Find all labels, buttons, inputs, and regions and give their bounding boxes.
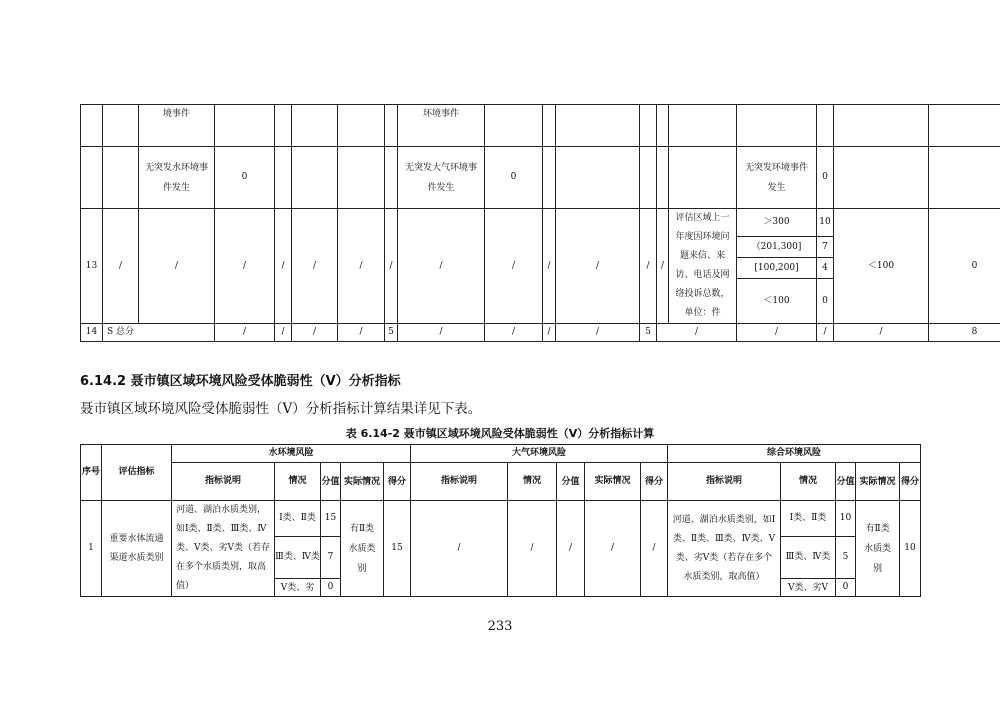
option-label: Ⅲ类、Ⅳ类: [275, 537, 321, 579]
air-risk-header: 大气环境风险: [411, 445, 668, 463]
option-score: 5: [836, 537, 856, 579]
top-table: [80, 104, 1000, 342]
option-label: [100,200]: [737, 258, 817, 279]
option-score: 4: [817, 258, 834, 279]
option-label: ＜100: [737, 279, 817, 324]
row-number: 13: [81, 209, 103, 324]
option-score: 0: [817, 279, 834, 324]
cell-c17: 0: [817, 147, 834, 209]
option-label: Ⅰ类、Ⅱ类: [275, 501, 321, 537]
cell-c10: 0: [485, 147, 543, 209]
total-label: S 总分: [103, 324, 215, 342]
option-label: （201,300]: [737, 237, 817, 258]
actual-situation: ＜100: [834, 209, 929, 324]
section-heading: 6.14.2 聂市镇区域环境风险受体脆弱性（V）分析指标: [80, 374, 401, 389]
indicator-header: 评估指标: [102, 445, 172, 501]
water-risk-header: 水环境风险: [172, 445, 411, 463]
indicator-name: 重要水体流通渠道水质类别: [102, 501, 172, 597]
row-number: 1: [81, 501, 102, 597]
combined-indicator-desc: 河道、湖泊水质类别，如Ⅰ类、Ⅱ类、Ⅲ类、Ⅳ类、Ⅴ类、劣Ⅴ类（若存在多个水质类别，取高值）: [668, 501, 781, 597]
table-row-13: 13 / / / / / / / / / / / / / 评估区域上一年度因环境问题来信、来访、电话及网络投诉总数，单位：件 ＞300 10 ＜100 0: [81, 209, 1000, 237]
option-score: 7: [817, 237, 834, 258]
final-score: 0: [929, 209, 1000, 324]
page-number: 233: [487, 619, 513, 634]
combined-actual: 有Ⅱ类水质类别: [856, 501, 900, 597]
table-row-1: 1 重要水体流通渠道水质类别 河道、湖泊水质类别，如Ⅰ类、Ⅱ类、Ⅲ类、Ⅳ类、Ⅴ类、劣Ⅴ类（若存在多个水质类别，取高值） Ⅰ类、Ⅱ类 15 有Ⅱ类水质类别 15 / / / / / 河道、湖泊水质类别，如Ⅰ类、Ⅱ类、Ⅲ类、Ⅳ类、Ⅴ类、劣Ⅴ类（若存在多个水质类别，取高值） Ⅰ类、Ⅱ类 10 有Ⅱ类水质类别 10: [81, 501, 921, 537]
cell-c9: 环境事件: [398, 105, 485, 147]
cell-c4: 0: [215, 147, 275, 209]
table-row: [81, 147, 1000, 209]
cell-c3: 境事件: [139, 105, 215, 147]
option-score: 10: [836, 501, 856, 537]
option-label: Ⅴ类、劣Ⅴ: [781, 579, 836, 597]
vulnerability-table: [80, 444, 921, 597]
combined-risk-header: 综合环境风险: [668, 445, 921, 463]
subheader-row: 指标说明 情况 分值 实际情况 得分 指标说明 情况 分值 实际情况 得分 指标说明 情况 分值 实际情况 得分: [81, 463, 921, 501]
option-label: ＞300: [737, 209, 817, 237]
air-total: 5: [640, 324, 657, 342]
option-label: Ⅴ类、劣: [275, 579, 321, 597]
table-row-14: 14 S 总分 / / / / 5 / / / / 5 / / / / 8: [81, 324, 1000, 342]
seq-header: 序号: [81, 445, 102, 501]
option-score: 0: [836, 579, 856, 597]
option-score: 0: [321, 579, 341, 597]
overall-total: 8: [929, 324, 1000, 342]
water-indicator-desc: 河道、湖泊水质类别，如Ⅰ类、Ⅱ类、Ⅲ类、Ⅳ类、Ⅴ类、劣Ⅴ类（若存在多个水质类别，取高值）: [172, 501, 275, 597]
combined-score: 10: [900, 501, 921, 597]
header-row: [81, 445, 921, 463]
cell-c9: 无突发大气环境事件发生: [398, 147, 485, 209]
table-caption: 表 6.14-2 聂市镇区域环境风险受体脆弱性（V）分析指标计算: [345, 427, 655, 440]
cell-c3: 无突发水环境事件发生: [139, 147, 215, 209]
option-score: 7: [321, 537, 341, 579]
complaint-description: 评估区域上一年度因环境问题来信、来访、电话及网络投诉总数，单位：件: [669, 209, 737, 324]
cell-c15: 无突发环境事件发生: [737, 147, 817, 209]
water-score: 15: [384, 501, 411, 597]
water-actual: 有Ⅱ类水质类别: [341, 501, 384, 597]
table-row: [81, 105, 1000, 147]
option-score: 10: [817, 209, 834, 237]
row-number: 14: [81, 324, 103, 342]
option-label: Ⅲ类、Ⅳ类: [781, 537, 836, 579]
water-total: 5: [385, 324, 398, 342]
section-paragraph: 聂市镇区域环境风险受体脆弱性（V）分析指标计算结果详见下表。: [80, 401, 482, 417]
option-score: 15: [321, 501, 341, 537]
option-label: Ⅰ类、Ⅱ类: [781, 501, 836, 537]
